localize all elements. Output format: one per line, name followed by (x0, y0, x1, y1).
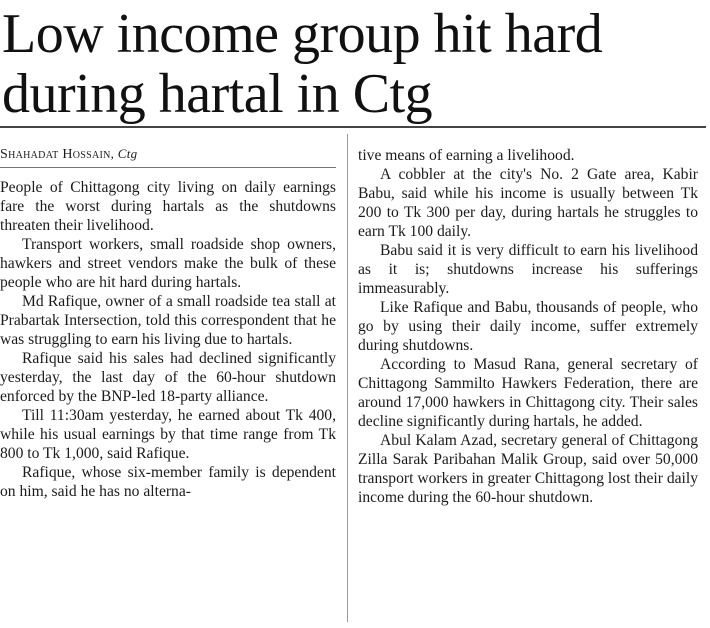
byline-author: Shahadat Hossain (0, 147, 111, 162)
paragraph: Babu said it is very difficult to earn his livelihood as it is; shutdowns increase his sufferings immeasurably. (358, 242, 698, 297)
paragraph: Rafique, whose six-member family is dependent on him, said he has no alterna- (0, 464, 336, 500)
paragraph: People of Chittagong city living on daily earnings fare the worst during hartals as the shutdowns threaten their livelihood. (0, 179, 336, 234)
byline (0, 146, 336, 163)
paragraph: Abul Kalam Azad, secretary general of Chittagong Zilla Sarak Paribahan Malik Group, said over 50,000 transport workers in greater Chittagong lost their daily income during the 60-hour shutdown. (358, 432, 698, 506)
right-column (358, 146, 698, 507)
left-column (0, 178, 336, 501)
byline-location: Ctg (117, 146, 138, 161)
paragraph: Transport workers, small roadside shop owners, hawkers and street vendors make the bulk of these people who are hit hard during hartals. (0, 236, 336, 291)
byline-rule (0, 167, 336, 168)
paragraph: tive means of earning a livelihood. (358, 147, 575, 164)
headline-rule (0, 126, 706, 128)
paragraph: Till 11:30am yesterday, he earned about Tk 400, while his usual earnings by that time range from Tk 800 to Tk 1,000, said Rafique. (0, 407, 336, 462)
headline-line-2: during hartal in Ctg (2, 63, 433, 125)
headline (2, 4, 706, 124)
paragraph: A cobbler at the city's No. 2 Gate area, Kabir Babu, said while his income is usually between Tk 200 to Tk 300 per day, during hartals he struggles to earn Tk 100 daily. (358, 166, 698, 240)
paragraph: Md Rafique, owner of a small roadside tea stall at Prabartak Intersection, told this correspondent that he was struggling to earn his living due to hartals. (0, 293, 336, 348)
paragraph: According to Masud Rana, general secretary of Chittagong Sammilto Hawkers Federation, there are around 17,000 hawkers in Chittagong city. Their sales decline significantly during hartals, he added. (358, 356, 698, 430)
paragraph: Rafique said his sales had declined significantly yesterday, the last day of the 60-hour shutdown enforced by the BNP-led 18-party alliance. (0, 350, 336, 405)
column-divider (347, 134, 348, 622)
paragraph: Like Rafique and Babu, thousands of people, who go by using their daily income, suffer extremely during shutdowns. (358, 299, 698, 354)
byline-comma: , (110, 146, 118, 161)
headline-line-1: Low income group hit hard (2, 3, 603, 65)
